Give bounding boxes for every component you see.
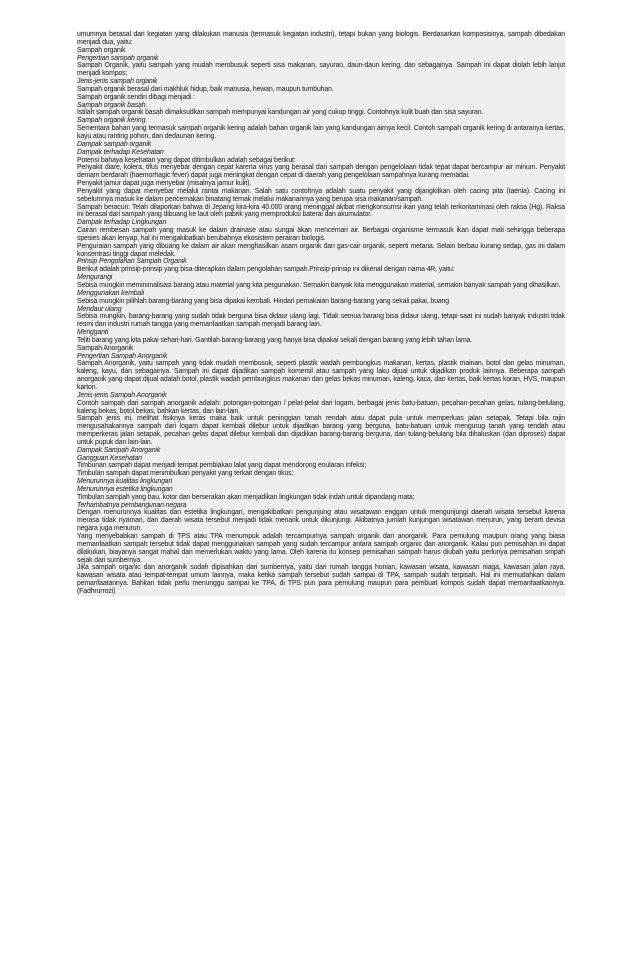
section-heading: Jenis-jenis sampah organik — [77, 78, 565, 86]
paragraph: umumnya berasal dari kegiatan yang dilakukan manusia (termasuk kegiatan industri), tetapi bukan yang biologis. Berdasarkan komposisinya, sampah dibedakan menjadi dua, yaitu: — [77, 31, 565, 46]
section-heading: Sampah organik basah. — [77, 102, 565, 110]
paragraph: Timbulan sampah yang bau, kotor dan berserakan akan menjadikan lingkungan tidak indah untuk dipandang mata; — [77, 494, 565, 502]
paragraph: Penyakit yang dapat menyebar melalui rantai makanan. Salah satu contohnya adalah suatu penyakit yang dijangkitkan oleh cacing pita (taenia). Cacing ini sebelumnya masuk ke dalam pencernakan binatang ternak melalui makanannya yang berupa sisa makanan/sampah. — [77, 187, 565, 203]
paragraph: Sebisa mungkin meminimalisasi barang atau material yang kita pergunakan. Semakin banyak kita menggunakan material, semakin banyak sampah yang dihasilkan. — [77, 282, 565, 290]
section-heading: Gangguan Kesehatan — [77, 455, 565, 463]
section-heading: Pengertian Sampah Anorganik — [77, 353, 565, 361]
section-heading: Prinsip Pengolahan Sampah Organik — [77, 258, 565, 266]
section-heading: Mengurangi — [77, 274, 565, 282]
paragraph: Sebisa mungkin, barang-barang yang sudah tidak berguna bisa didaur ulang lagi. Tidak semua barang bisa didaur ulang, tetapi saat ini sudah banyak industri tidak resmi dan industri rumah tangga yang memanfaatkan sampah menjadi barang lain. — [77, 313, 565, 329]
section-heading: Dampak terhadap Kesehatan — [77, 149, 565, 157]
paragraph: Sementara bahan yang termasuk sampah organik kering adalah bahan organik lain yang kandungan airnya kecil. Contoh sampah organik kering di antaranya kertas, kayu atau ranting pohon, dan dedaunan kering. — [77, 125, 565, 140]
document-body — [77, 31, 565, 596]
section-heading: Mendaur ulang — [77, 306, 565, 314]
section-heading: Menurunnya kualitas lingkungan — [77, 478, 565, 486]
paragraph: Penguraian sampah yang dibuang ke dalam air akan menghasilkan asam organik dan gas-cair organik, seperti metana. Selain berbau kurang sedap, gas ini dalam konsentrasi tinggi dapat meledak. — [77, 242, 565, 258]
paragraph: Jika sampah organic dan anorganik sudah dipisahkan dari sumbernya, yaitu dari rumah tangga hunian, kawasan wisata, kawasan niaga, kawasan jalan raya, kawasan wisata atau tempat-tempat umum lainnya, maka ketika sampah tersebut sudah sampai di TPA, sampah sudah terpisah. Hal ini memudahkan dalam pemanfaatannya. Bahkan tidak perlu menunggu sampai ke TPA, di TPS pun para pemulung maupun para pembuat kompos sudah dapat memanfaatkannya. (Fadhrurrozi) — [77, 564, 565, 595]
section-heading: Terhambatnya pembangunan negara — [77, 502, 565, 510]
section-heading: Mengganti — [77, 329, 565, 337]
section-heading: Dampak sampah organik — [77, 141, 565, 149]
paragraph: Sampah organik — [77, 47, 565, 55]
section-heading: Menggunakan kembali — [77, 290, 565, 298]
paragraph: Berikut adalah prinsip-prinsip yang bisa diterapkan dalam pengolahan sampah.Prinsip-prinsip ini dikenal dengan nama 4R, yaitu: — [77, 266, 565, 274]
section-heading: Dampak Sampah Anorganik — [77, 447, 565, 455]
section-heading: Dampak terhadap Lingkungan — [77, 219, 565, 227]
section-heading: Jenis-jenis Sampah Anorganik — [77, 392, 565, 400]
paragraph: Sebisa mungkin pilihlah barang-barang yang bisa dipakai kembali. Hindari pemakaian barang-barang yang sekali pakai, buang — [77, 298, 565, 306]
paragraph: Dengan menurunnya kualitas dan estetika lingkungan, mengakibatkan pengunjung atau wisatawan enggan untuk mengunjungi daerah wisata tersebut karena merasa tidak nyaman, dan daerah wisata tersebut menjadi tidak menarik untuk dikunjungi. Akibatnya jumlah kunjungan wisatawan menurun, yang berarti devisa negara juga menurun. — [77, 509, 565, 533]
paragraph: Penyakit jamur dapat juga menyebar (misalnya jamur kulit). — [77, 180, 565, 188]
section-heading: Menurunnya estetika lingkungan — [77, 486, 565, 494]
paragraph: Sampah Organik, yaitu sampah yang mudah membusuk seperti sisa makanan, sayuran, daun-daun kering, dan sebagainya. Sampah ini dapat diolah lebih lanjut menjadi kompos; — [77, 62, 565, 78]
paragraph: Contoh sampah dari sampah anorganik adalah: potongan-potongan / pelat-pelat dari logam, berbagai jenis batu-batuan, pecahan-pecahan gelas, tulang-belulang, kaleng bekas, botol bekas, bahkan kertas, dan lain-lain. — [77, 399, 565, 415]
paragraph: Sampah Anorganik, yaitu sampah yang tidak mudah membusuk, seperti plastik wadah pembungkus makanan, kertas, plastik mainan, botol dan gelas minuman, kaleng, kayu, dan sebagainya. Sampah ini dapat dijadikan sampah komersil atau sampah yang laku dijual untuk dijadikan produk lainnya. Beberapa sampah anorganik yang dapat dijual adalah botol, plastik wadah pembungkus makanan dan gelas bekas minuman, kaleng, kaca, dan kertas, baik kertas koran, HVS, maupun karton. — [77, 360, 565, 391]
paragraph: Istilah sampah organik basah dimaksudkan sampah mempunyai kandungan air yang cukup tinggi. Contohnya kulit buah dan sisa sayuran. — [77, 109, 565, 117]
paragraph: Timbunan sampah dapat menjadi tempat pembiakan lalat yang dapat mendorong enularan infeksi; — [77, 462, 565, 470]
paragraph: Teliti barang yang kita pakai sehari-hari. Gantilah barang-barang yang hanya bisa dipakai sekali dengan barang yang lebih tahan lama. — [77, 337, 565, 345]
paragraph: Cairan rembesan sampah yang masuk ke dalam drainase atau sungai akan mencemari air. Berbagai organisme termasuk ikan dapat mati sehingga beberapa spesies akan lenyap, hal ini mengakibatkan berubahnya ekosistem perairan biologis. — [77, 227, 565, 242]
paragraph: Timbulan sampah dapat menimbulkan penyakit yang terkait dengan tikus; — [77, 470, 565, 478]
section-heading: Sampah organik kering. — [77, 117, 565, 125]
paragraph: Sampah organik berasal dari makhluk hidup, baik manusia, hewan, maupun tumbuhan. — [77, 86, 565, 94]
paragraph: Potensi bahaya kesehatan yang dapat ditimbulkan adalah sebagai berikut: — [77, 157, 565, 165]
paragraph: Yang menyebabkan sampah di TPS atau TPA menumpuk adalah tercampurnya sampah organik dan anorganik. Para pemulung maupun orang yang biasa memanfaatkan sampah tersebut tidak dapat menggunakan sampah yang sudah tercampur antara sampah organic dan anorganik. Kalau pun pemisahan ini dapat dilakukan, biayanya sangat mahal dan memerlukan waktu yang lama. Oleh karena itu konsep pemisahan sampah harus diubah yaitu perlunya pemisahan smpah sejak dari sumbernya. — [77, 533, 565, 564]
paragraph: Penyakit diare, kolera, tifus menyebar dengan cepat karena virus yang berasal dari sampah dengan pengelolaan tidak tepat dapat bercampur air minum. Penyakit demam berdarah (haemorhagic fever) dapat juga meningkat dengan cepat di daerah yang pengelolaan sampahnya kurang memadai. — [77, 164, 565, 180]
paragraph: Sampah organik sendiri dibagi menjadi : — [77, 94, 565, 102]
section-heading: Pengertian sampah organik — [77, 55, 565, 63]
paragraph: Sampah jenis ini, melihat fisiknya keras maka baik untuk peninggian tanah rendah atau dapat pula untuk memperluas jalan setapak. Tetapi bila rajin mengusahakannya sampah dari logam dapat kembali dilebur untuk dijadikan barang yang berguna, batu-batuan untuk mengurug tanah yang rendah atau memperkeras jalan setapak, pecahan gelas dapat dilebur kembali dan dijadikan barang-barang berguna, dan tulang-belulang bila dihaluskan (dan diproses) dapat untuk pupuk dan lain-lain. — [77, 415, 565, 446]
paragraph: Sampah Anorganik — [77, 345, 565, 353]
paragraph: Sampah beracun: Telah dilaporkan bahwa di Jepang kira-kira 40.000 orang meninggal akibat mengkonsumsi ikan yang telah terkontaminasi oleh raksa (Hg). Raksa ini berasal dari sampah yang dibuang ke laut oleh pabrik yang memproduksi baterai dan akumulator. — [77, 203, 565, 219]
